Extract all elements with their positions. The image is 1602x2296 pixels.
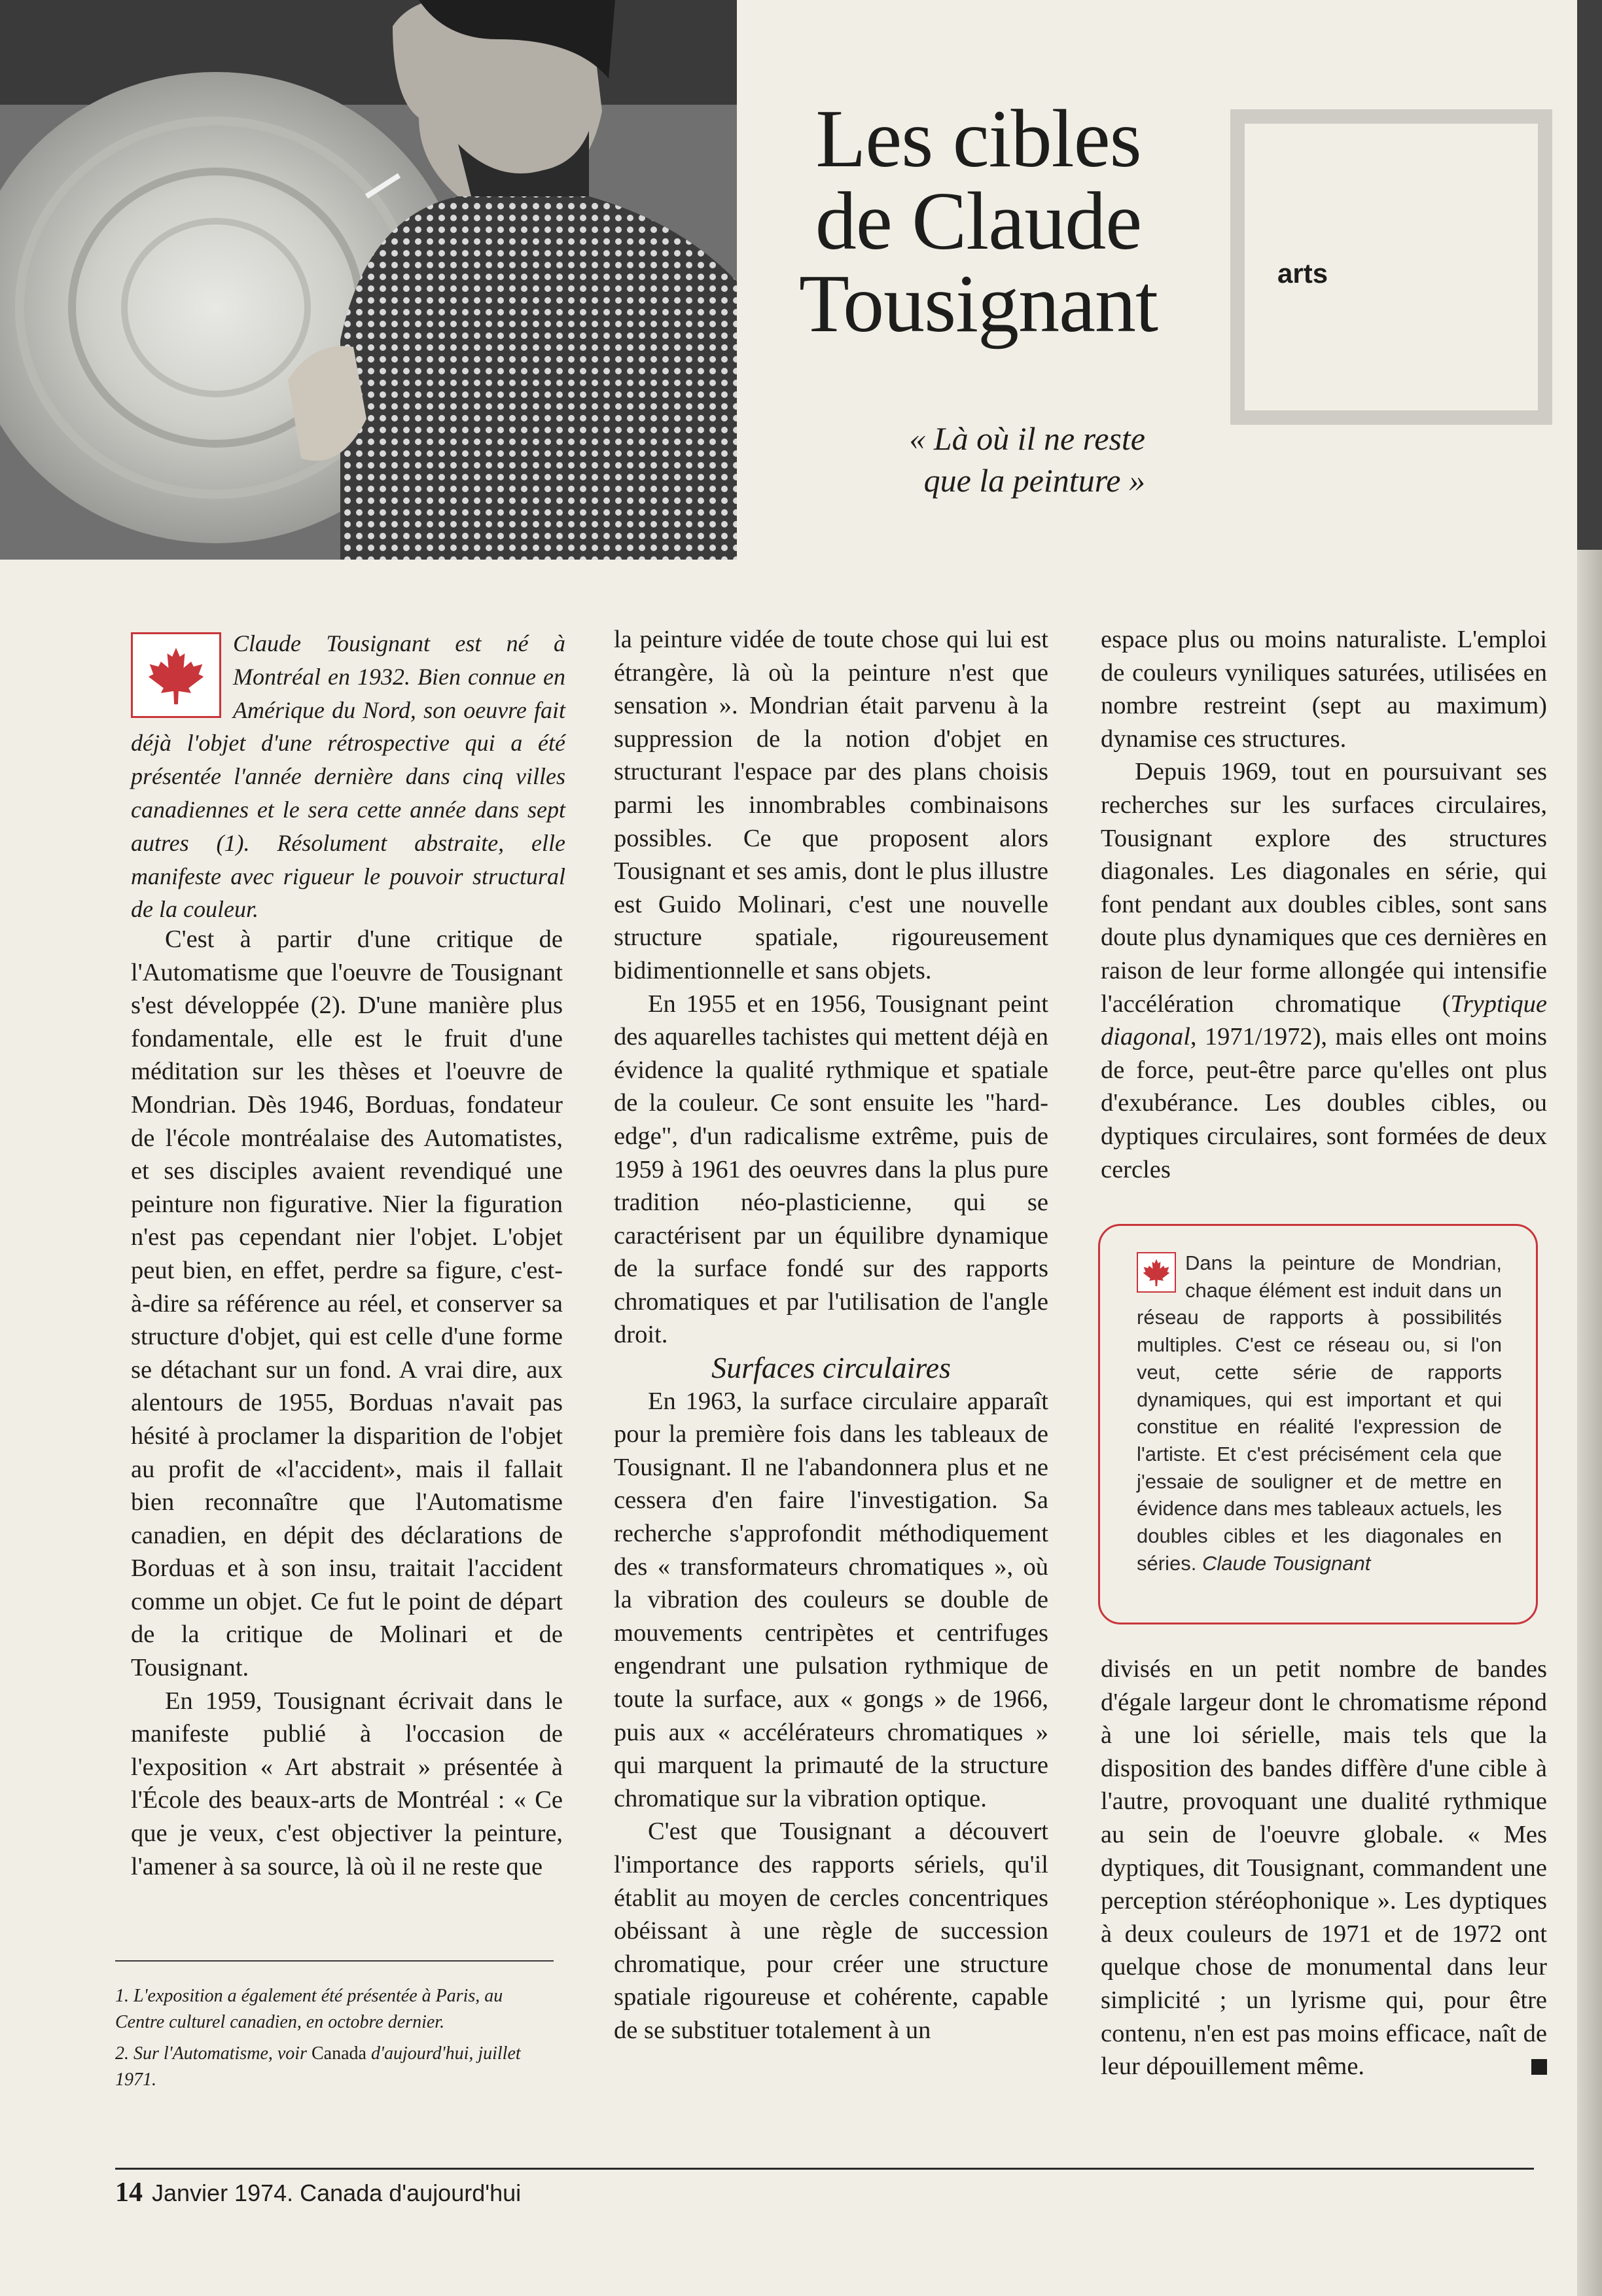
end-of-article-mark <box>1531 2059 1547 2075</box>
adjacent-page-photo-edge <box>1577 0 1602 550</box>
col2-paragraph-4: C'est que Tousignant a découvert l'importance des rapports sériels, qu'il établit au moyen de cercles concentriques obéissant à une règle de succession chromatique, pour créer une structure spatiale rigoureuse et cohérente, capable de se substituer totalement à un <box>614 1818 1048 2044</box>
subheading-surfaces-circulaires: Surfaces circulaires <box>711 1351 951 1385</box>
footer-divider <box>115 2168 1534 2170</box>
maple-leaf-icon <box>1141 1257 1171 1287</box>
intro-paragraph <box>131 627 565 926</box>
footnote-2 <box>115 2041 554 2093</box>
artist-photo <box>0 0 737 560</box>
subtitle-line-2: que la peinture » <box>923 462 1145 499</box>
col3-paragraph-1: espace plus ou moins naturaliste. L'emploi de couleurs vyniliques saturées, utilisées en nombre restreint (sept au maximum) dynamise ces structures. <box>1101 626 1547 753</box>
col3-paragraph-3-text: divisés en un petit nombre de bandes d'égale largeur dont le chromatisme répond à une loi sérielle, mais tels que la disposition des bandes diffère d'une cible à l'autre, provoquant une dualité rythmique au sein de l'oeuvre globale. « Mes dyptiques, dit Tousignant, commandent une perception stéréophonique ». Les dyptiques à deux couleurs de 1971 et de 1972 ont quelque chose de monumental dans leur simplicité ; un lyrisme qui, pour être contenu, n'en est pas moins efficace, naît de leur dépouillement même. <box>1101 1655 1547 2081</box>
col2-paragraph-3: En 1963, la surface circulaire apparaît pour la première fois dans les tableaux de Tousignant. Il ne l'abandonnera plus et ne cessera d'en faire l'investigation. Sa recherche s'approfondit méthodiquement des « transformateurs chromatiques », où la vibration des couleurs se double de mouvements centripètes et centrifuges engendrant une pulsation rythmique de toute la surface, aux « gongs » de 1966, puis aux « accélérateurs chromatiques » qui marquent la primauté de la structure chromatique sur la vibration optique. <box>614 1387 1048 1812</box>
col2-paragraph-1: la peinture vidée de toute chose qui lui est étrangère, là où la peinture n'est que sensation ». Mondrian était parvenu à la suppression de la notion d'objet en structurant l'espace par des plans choisis parmi les innombrables combinaisons possibles. Ce que proposent alors Tousignant et ses amis, dont le plus illustre est Guido Molinari, c'est une nouvelle structure spatiale, rigoureusement bidimentionnelle et sans objets. <box>614 626 1048 984</box>
column-1 <box>131 923 563 1883</box>
title-line-1: Les cibles <box>815 94 1141 185</box>
intro-text: Claude Tousignant est né à Montréal en 1932. Bien connue en Amérique du Nord, son oeuvre fait déjà l'objet d'une rétrospective qui a été présentée l'année dernière dans cinq villes canadiennes et le sera cette année dans sept autres (1). Résolument abstraite, elle manifeste avec rigueur le pouvoir structural de la couleur. <box>131 630 565 923</box>
quote-author: Claude Tousignant <box>1202 1551 1371 1575</box>
page-footer <box>115 2177 521 2208</box>
col3-paragraph-2-part-2: , 1971/1972), mais elles ont moins de force, peut-être parce qu'elles ont plus d'exubérance. Les doubles cibles, ou dyptiques circulaires, sont formées de deux cercles <box>1101 1023 1547 1183</box>
col1-paragraph-1: C'est à partir d'une critique de l'Automatisme que l'oeuvre de Tousignant s'est développée (2). D'une manière plus fondamentale, elle est le fruit d'une méditation sur les thèses et l'oeuvre de Mondrian. Dès 1946, Borduas, fondateur de l'école montréalaise des Automatistes, et ses disciples avaient revendiqué une peinture non figurative. Nier la figuration n'est pas cependant nier l'objet. L'objet peut bien, en effet, perdre sa figure, c'est-à-dire sa référence au réel, et conserver sa structure d'objet, qui est celle d'une forme se détachant sur un fond. A vrai dire, aux alentours de 1955, Borduas n'avait pas hésité à proclamer la disparition de l'objet au profit de «l'accident», mais il fallait bien reconnaître que l'Automatisme canadien, en dépit des déclarations de Borduas et à son insu, traitait l'accident comme un objet. Ce fut le point de départ de la critique de Molinari et de Tousignant. <box>131 925 563 1682</box>
footnotes <box>115 1983 554 2098</box>
col3-paragraph-2 <box>1101 755 1547 1186</box>
article-subtitle <box>772 418 1145 501</box>
column-3-bottom <box>1101 1653 1547 2083</box>
footnote-1: 1. L'exposition a également été présentée à Paris, au Centre culturel canadien, en octobre dernier. <box>115 1986 503 2032</box>
artist-quote-box <box>1098 1224 1538 1624</box>
quote-text: Dans la peinture de Mondrian, chaque élément est induit dans un réseau de rapports à possibilités multiples. C'est ce réseau ou, si l'on veut, cette série de rapports dynamiques, qui est important et qui constitue en réalité l'expression de l'artiste. Et c'est précisément cela que j'essaie de souligner et de mettre en évidence dans mes tableaux actuels, les doubles cibles et les diagonales en séries. <box>1137 1251 1502 1575</box>
footnote-2-part-2: d'aujourd'hui, juillet 1971. <box>115 2043 521 2090</box>
col1-paragraph-2: En 1959, Tousignant écrivait dans le manifeste publié à l'occasion de l'exposition « Art abstrait » présentée à l'École des beaux-arts de Montréal : « Ce que je veux, c'est objectiver la peinture, l'amener à sa source, là où il ne reste que <box>131 1687 563 1880</box>
artwork-title: Tryptique diagonal <box>1101 990 1547 1051</box>
col2-paragraph-2: En 1955 et en 1956, Tousignant peint des aquarelles tachistes qui mettent déjà en évidence la qualité rythmique et spatiale de la couleur. Ce sont ensuite les "hard-edge", d'un radicalisme extrême, puis de 1959 à 1961 des oeuvres dans la plus pure tradition néo-plasticienne, qui se caractérisent par un équilibre dynamique de la surface fondé sur des rapports chromatiques et par l'utilisation de l'angle droit. <box>614 990 1048 1349</box>
footnote-2-part-1: 2. Sur l'Automatisme, voir <box>115 2043 312 2064</box>
footnote-divider <box>115 1960 554 1962</box>
photo-illustration <box>0 0 737 560</box>
article-title <box>766 94 1191 350</box>
title-line-2: de Claude <box>815 176 1142 267</box>
subtitle-line-1: « Là où il ne reste <box>909 420 1145 457</box>
col3-paragraph-2-part-1: Depuis 1969, tout en poursuivant ses recherches sur les surfaces circulaires, Tousignant explore des structures diagonales. Les diagonales en série, qui font pendant aux doubles cibles, sont sans doute plus dynamiques que ces dernières en raison de leur forme allongée qui intensifie l'accélération chromatique ( <box>1101 758 1547 1018</box>
page-number: 14 <box>115 2178 143 2208</box>
footer-text: Janvier 1974. Canada d'aujourd'hui <box>152 2179 522 2206</box>
column-3-top <box>1101 623 1547 1186</box>
section-label: arts <box>1277 258 1328 289</box>
intro-flag-badge <box>131 632 221 718</box>
section-box <box>1230 109 1552 425</box>
quote-flag-badge <box>1137 1252 1176 1293</box>
maple-leaf-icon <box>145 644 207 707</box>
col3-paragraph-3 <box>1101 1653 1547 2083</box>
footnote-2-magazine: Canada <box>311 2043 366 2064</box>
column-2 <box>614 623 1048 2047</box>
title-line-3: Tousignant <box>798 259 1158 350</box>
adjacent-page-edge <box>1577 0 1602 2296</box>
